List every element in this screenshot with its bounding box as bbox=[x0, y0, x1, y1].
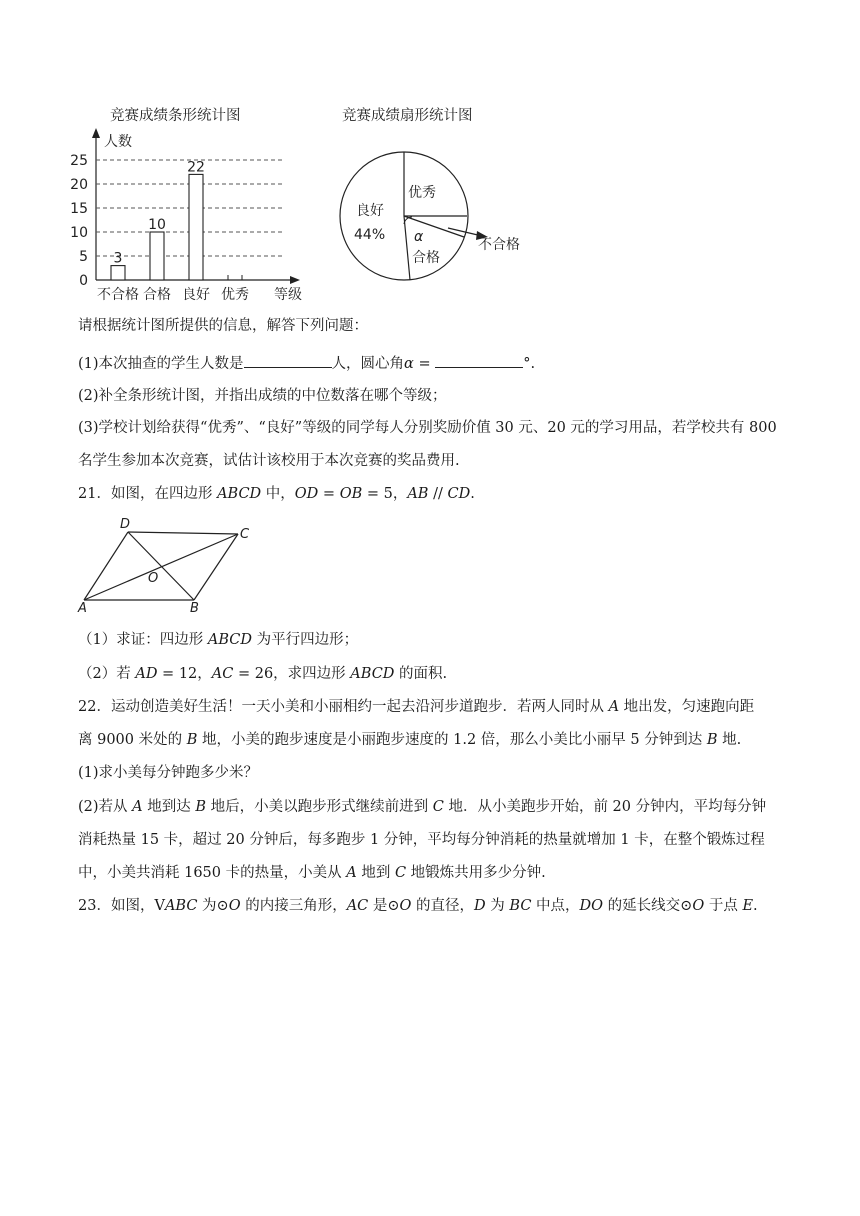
bar-xticks bbox=[97, 286, 249, 303]
q22-f: 地，小美的跑步速度是小丽跑步速度的 1.2 倍，那么小美比小丽早 5 分钟到达 bbox=[197, 732, 707, 748]
q22-c: 地出发，匀速跑向距 bbox=[619, 699, 755, 715]
q23-k: D bbox=[474, 898, 486, 914]
parallelogram-figure bbox=[72, 512, 262, 616]
q23-o: DO bbox=[579, 898, 604, 914]
q22-line2 bbox=[78, 730, 741, 750]
q22-4-c: 地到 bbox=[356, 865, 395, 881]
q21-j: CD bbox=[447, 486, 471, 502]
q23-c: ABC bbox=[164, 898, 198, 914]
data-label-1: 10 bbox=[148, 217, 166, 233]
q23-t: . bbox=[753, 898, 758, 914]
q23-m: BC bbox=[509, 898, 532, 914]
slice-label-good: 良好 bbox=[356, 203, 384, 219]
bar-yticks bbox=[70, 153, 88, 289]
vertex-b: B bbox=[190, 601, 199, 616]
q22-2-b: A bbox=[132, 799, 143, 815]
q20-part1 bbox=[78, 353, 535, 374]
q21-d: OD bbox=[294, 486, 319, 502]
q23-f: 的内接三角形， bbox=[240, 898, 347, 914]
q22-2-c: 地到达 bbox=[142, 799, 196, 815]
q20-part2: (2)补全条形统计图，并指出成绩的中位数落在哪个等级； bbox=[78, 388, 447, 404]
bar-bars bbox=[111, 159, 242, 280]
q21-k: . bbox=[470, 486, 475, 502]
q21-h: AB bbox=[407, 486, 429, 502]
q23-n: 中点， bbox=[531, 898, 580, 914]
q22-2-a: (2)若从 bbox=[78, 799, 133, 815]
q22-part2-line1 bbox=[78, 797, 766, 817]
q21-2-g: 的面积. bbox=[394, 666, 448, 682]
x-tick-3: 优秀 bbox=[221, 287, 249, 303]
q21-a: 21．如图，在四边形 bbox=[78, 486, 218, 502]
q20-1-a: (1)本次抽查的学生人数是 bbox=[78, 356, 244, 372]
q22-4-e: 地锻炼共用多少分钟. bbox=[406, 865, 546, 881]
blank-1 bbox=[244, 353, 332, 368]
q20-1-alpha: α bbox=[404, 356, 414, 372]
q21-2-c: = 12， bbox=[157, 666, 212, 682]
q21-statement bbox=[78, 484, 475, 504]
q23-g: AC bbox=[346, 898, 369, 914]
q21-part2 bbox=[78, 664, 447, 684]
q21-b: ABCD bbox=[217, 486, 262, 502]
vertex-a: A bbox=[78, 601, 87, 616]
pie-chart-title: 竞赛成绩扇形统计图 bbox=[342, 108, 473, 124]
q22-line1 bbox=[78, 697, 754, 717]
q22-2-d: B bbox=[195, 799, 207, 815]
q23-e: O bbox=[228, 898, 241, 914]
q23-j: 的直径， bbox=[411, 898, 475, 914]
q21-1-b: ABCD bbox=[207, 632, 252, 648]
y-tick-5: 5 bbox=[79, 249, 88, 265]
q23-d: 为⊙ bbox=[197, 898, 229, 914]
x-tick-2: 良好 bbox=[182, 287, 210, 303]
slice-label-good-pct: 44% bbox=[354, 227, 386, 243]
slice-label-pass: 合格 bbox=[412, 250, 440, 266]
q20-part3-b: 名学生参加本次竞赛，试估计该校用于本次竞赛的奖品费用. bbox=[78, 453, 460, 469]
bar-1 bbox=[150, 232, 164, 280]
q22-part1: (1)求小美每分钟跑多少米？ bbox=[78, 765, 259, 781]
intro-line: 请根据统计图所提供的信息，解答下列问题： bbox=[78, 318, 368, 334]
q23-p: 的延长线交⊙ bbox=[603, 898, 693, 914]
q23-s: E bbox=[742, 898, 754, 914]
q23-l: 为 bbox=[485, 898, 510, 914]
bar-0 bbox=[111, 266, 125, 280]
y-tick-10: 10 bbox=[70, 225, 88, 241]
q22-part2-line3 bbox=[78, 863, 546, 883]
q22-part2-line2: 消耗热量 15 卡，超过 20 分钟后，每多跑步 1 分钟，平均每分钟消耗的热量就增加 1 卡，在整个锻炼过程 bbox=[78, 832, 765, 848]
q21-1-c: 为平行四边形； bbox=[251, 632, 359, 648]
q21-e: = bbox=[318, 486, 340, 502]
y-axis-label: 人数 bbox=[104, 134, 132, 150]
q21-part1 bbox=[78, 630, 358, 650]
q22-2-e: 地后，小美以跑步形式继续前进到 bbox=[206, 799, 433, 815]
q22-2-g: 地．从小美跑步开始，前 20 分钟内，平均每分钟 bbox=[443, 799, 767, 815]
bar-2 bbox=[189, 174, 203, 280]
y-axis-arrow bbox=[92, 128, 100, 138]
q22-4-a: 中，小美共消耗 1650 卡的热量，小美从 bbox=[78, 865, 347, 881]
slice-label-alpha: α bbox=[414, 229, 424, 245]
x-axis-label: 等级 bbox=[274, 287, 302, 303]
x-tick-1: 合格 bbox=[143, 287, 171, 303]
q23-h: 是⊙ bbox=[368, 898, 400, 914]
q22-4-d: C bbox=[394, 865, 407, 881]
q21-1-a: （1）求证：四边形 bbox=[78, 632, 208, 648]
q21-f: OB bbox=[339, 486, 363, 502]
q22-a: 22．运动创造美好生活！一天小美和小丽相约一起去沿河步道跑步．若两人同时从 bbox=[78, 699, 609, 715]
q21-g: = 5， bbox=[362, 486, 408, 502]
blank-2 bbox=[435, 353, 523, 368]
data-label-2: 22 bbox=[187, 159, 205, 176]
q21-2-b: AD bbox=[135, 666, 158, 682]
vertex-d: D bbox=[120, 517, 131, 532]
slice-label-fail: 不合格 bbox=[478, 237, 520, 253]
q21-2-e: = 26，求四边形 bbox=[233, 666, 351, 682]
y-tick-15: 15 bbox=[70, 201, 88, 217]
q23-r: 于点 bbox=[704, 898, 743, 914]
edge-dc bbox=[128, 532, 238, 534]
x-axis-arrow bbox=[290, 276, 300, 284]
q23-a: 23．如图， bbox=[78, 898, 155, 914]
bar-chart bbox=[60, 100, 320, 310]
edge-ad bbox=[84, 532, 128, 600]
q22-b: A bbox=[608, 699, 620, 715]
q20-1-b: 人，圆心角 bbox=[331, 356, 405, 372]
q23-i: O bbox=[399, 898, 412, 914]
q21-2-f: ABCD bbox=[350, 666, 395, 682]
q21-c: 中， bbox=[261, 486, 295, 502]
q20-1-eq: = bbox=[413, 356, 436, 372]
diagonal-db bbox=[128, 532, 194, 600]
q22-h: 地. bbox=[717, 732, 742, 748]
diagonal-ac bbox=[84, 534, 238, 600]
y-tick-0: 0 bbox=[79, 273, 88, 289]
q23-b: V bbox=[154, 898, 165, 914]
y-tick-25: 25 bbox=[70, 153, 88, 169]
q22-e: B bbox=[186, 732, 198, 748]
q22-4-b: A bbox=[346, 865, 357, 881]
pie-chart bbox=[330, 100, 550, 300]
vertex-o: O bbox=[148, 571, 159, 586]
slice-label-excellent: 优秀 bbox=[408, 185, 436, 201]
pie-divider-fail bbox=[404, 216, 464, 237]
y-tick-20: 20 bbox=[70, 177, 88, 193]
q22-2-f: C bbox=[432, 799, 444, 815]
q21-i: // bbox=[428, 486, 448, 502]
q23-q: O bbox=[692, 898, 705, 914]
bar-chart-title: 竞赛成绩条形统计图 bbox=[110, 108, 241, 124]
q22-g: B bbox=[706, 732, 718, 748]
pie-divider-bottom bbox=[404, 216, 410, 280]
x-tick-0: 不合格 bbox=[97, 287, 139, 303]
q21-2-a: （2）若 bbox=[78, 666, 136, 682]
q21-2-d: AC bbox=[211, 666, 234, 682]
vertex-c: C bbox=[240, 527, 250, 542]
q22-d: 离 9000 米处的 bbox=[78, 732, 187, 748]
q20-1-deg: °. bbox=[523, 356, 536, 372]
q20-part3-a: (3)学校计划给获得“优秀”、“良好”等级的同学每人分别奖励价值 30 元、20 元的学习用品，若学校共有 800 bbox=[78, 420, 777, 436]
q23-statement bbox=[78, 896, 758, 916]
data-label-0: 3 bbox=[113, 250, 123, 267]
